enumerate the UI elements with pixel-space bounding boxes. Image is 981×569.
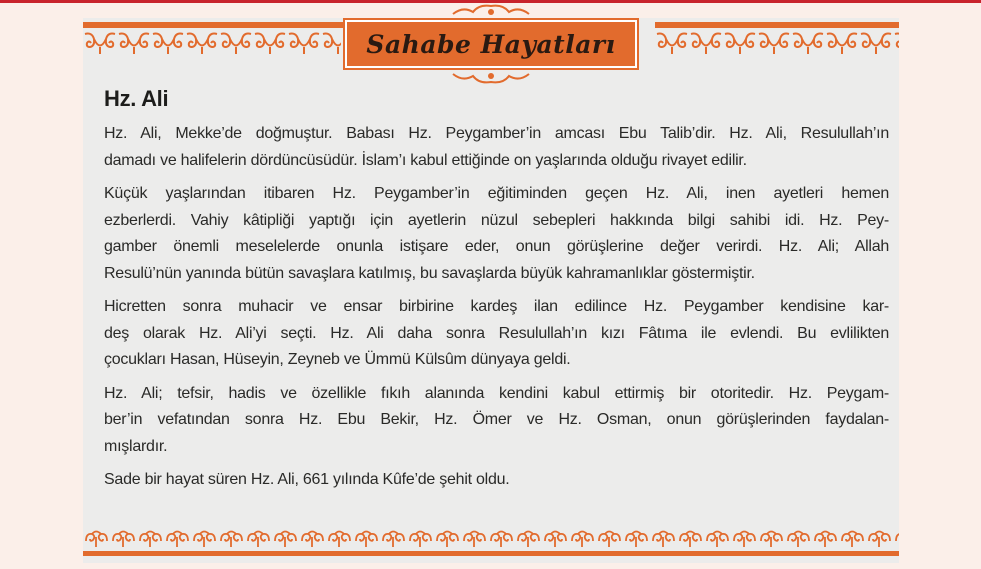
text-line: gamber önemli meselelerde onunla istişare eder, onun görüşlerine değer verirdi. Hz. Ali; Allah bbox=[104, 238, 889, 255]
text-line: çocukları Hasan, Hüseyin, Zeyneb ve Ümmü Külsûm dünyaya geldi. bbox=[104, 351, 571, 368]
ornament-border-right bbox=[655, 30, 899, 56]
footer-rule bbox=[83, 551, 899, 556]
text-line: deş olarak Hz. Ali’yi seçti. Hz. Ali daha sonra Resulullah’ın kızı Fâtıma ile evlendi. Bu evlilikten bbox=[104, 324, 889, 342]
text-line: Sade bir hayat süren Hz. Ali, 661 yılında Kûfe’de şehit oldu. bbox=[104, 471, 510, 488]
text-line: Resulü’nün yanında bütün savaşlara katılmış, bu savaşlarda büyük kahramanlıklar göstermiştir. bbox=[104, 264, 755, 282]
paragraph bbox=[104, 181, 889, 287]
text-line: damadı ve halifelerin dördüncüsüdür. İslam’ı kabul ettiğinde on yaşlarında olduğu rivayet edilir. bbox=[104, 151, 747, 169]
text-line: mışlardır. bbox=[104, 437, 168, 455]
text-line: Küçük yaşlarından itibaren Hz. Peygamber’in eğitiminden geçen Hz. Ali, inen ayetleri hemen bbox=[104, 185, 889, 202]
paragraph bbox=[104, 467, 889, 494]
article-body bbox=[104, 121, 889, 501]
article-title: Hz. Ali bbox=[104, 86, 169, 111]
paragraph bbox=[104, 294, 889, 374]
banner-crest-top bbox=[449, 4, 533, 18]
ornament-border-left bbox=[83, 30, 341, 56]
top-rule bbox=[0, 0, 981, 3]
header-rule-right bbox=[655, 22, 899, 28]
text-line: Hicretten sonra muhacir ve ensar birbirine kardeş ilan edilince Hz. Peygamber kendisine kar- bbox=[104, 298, 889, 315]
ornament-border-bottom bbox=[83, 527, 899, 553]
text-line: ber’in vefatından sonra Hz. Ebu Bekir, Hz. Ömer ve Hz. Osman, onun görüşlerinden faydalan- bbox=[104, 411, 889, 428]
section-banner bbox=[345, 20, 637, 68]
paragraph bbox=[104, 381, 889, 461]
banner-title: Sahabe Hayatları bbox=[366, 29, 616, 59]
paragraph bbox=[104, 121, 889, 174]
banner-crest-bottom bbox=[449, 70, 533, 84]
text-line: ezberlerdi. Vahiy kâtipliği yaptığı için ayetlerin nüzul sebepleri hakkında bilgi sahibi idi. Hz. Pey- bbox=[104, 211, 889, 229]
header-rule-left bbox=[83, 22, 344, 28]
text-line: Hz. Ali, Mekke’de doğmuştur. Babası Hz. Peygamber’in amcası Ebu Talib’dir. Hz. Ali, Resulullah’ın bbox=[104, 125, 889, 142]
text-line: Hz. Ali; tefsir, hadis ve özellikle fıkıh alanında kendini kabul ettirmiş bir otoritedir. Hz. Peygam- bbox=[104, 384, 889, 402]
